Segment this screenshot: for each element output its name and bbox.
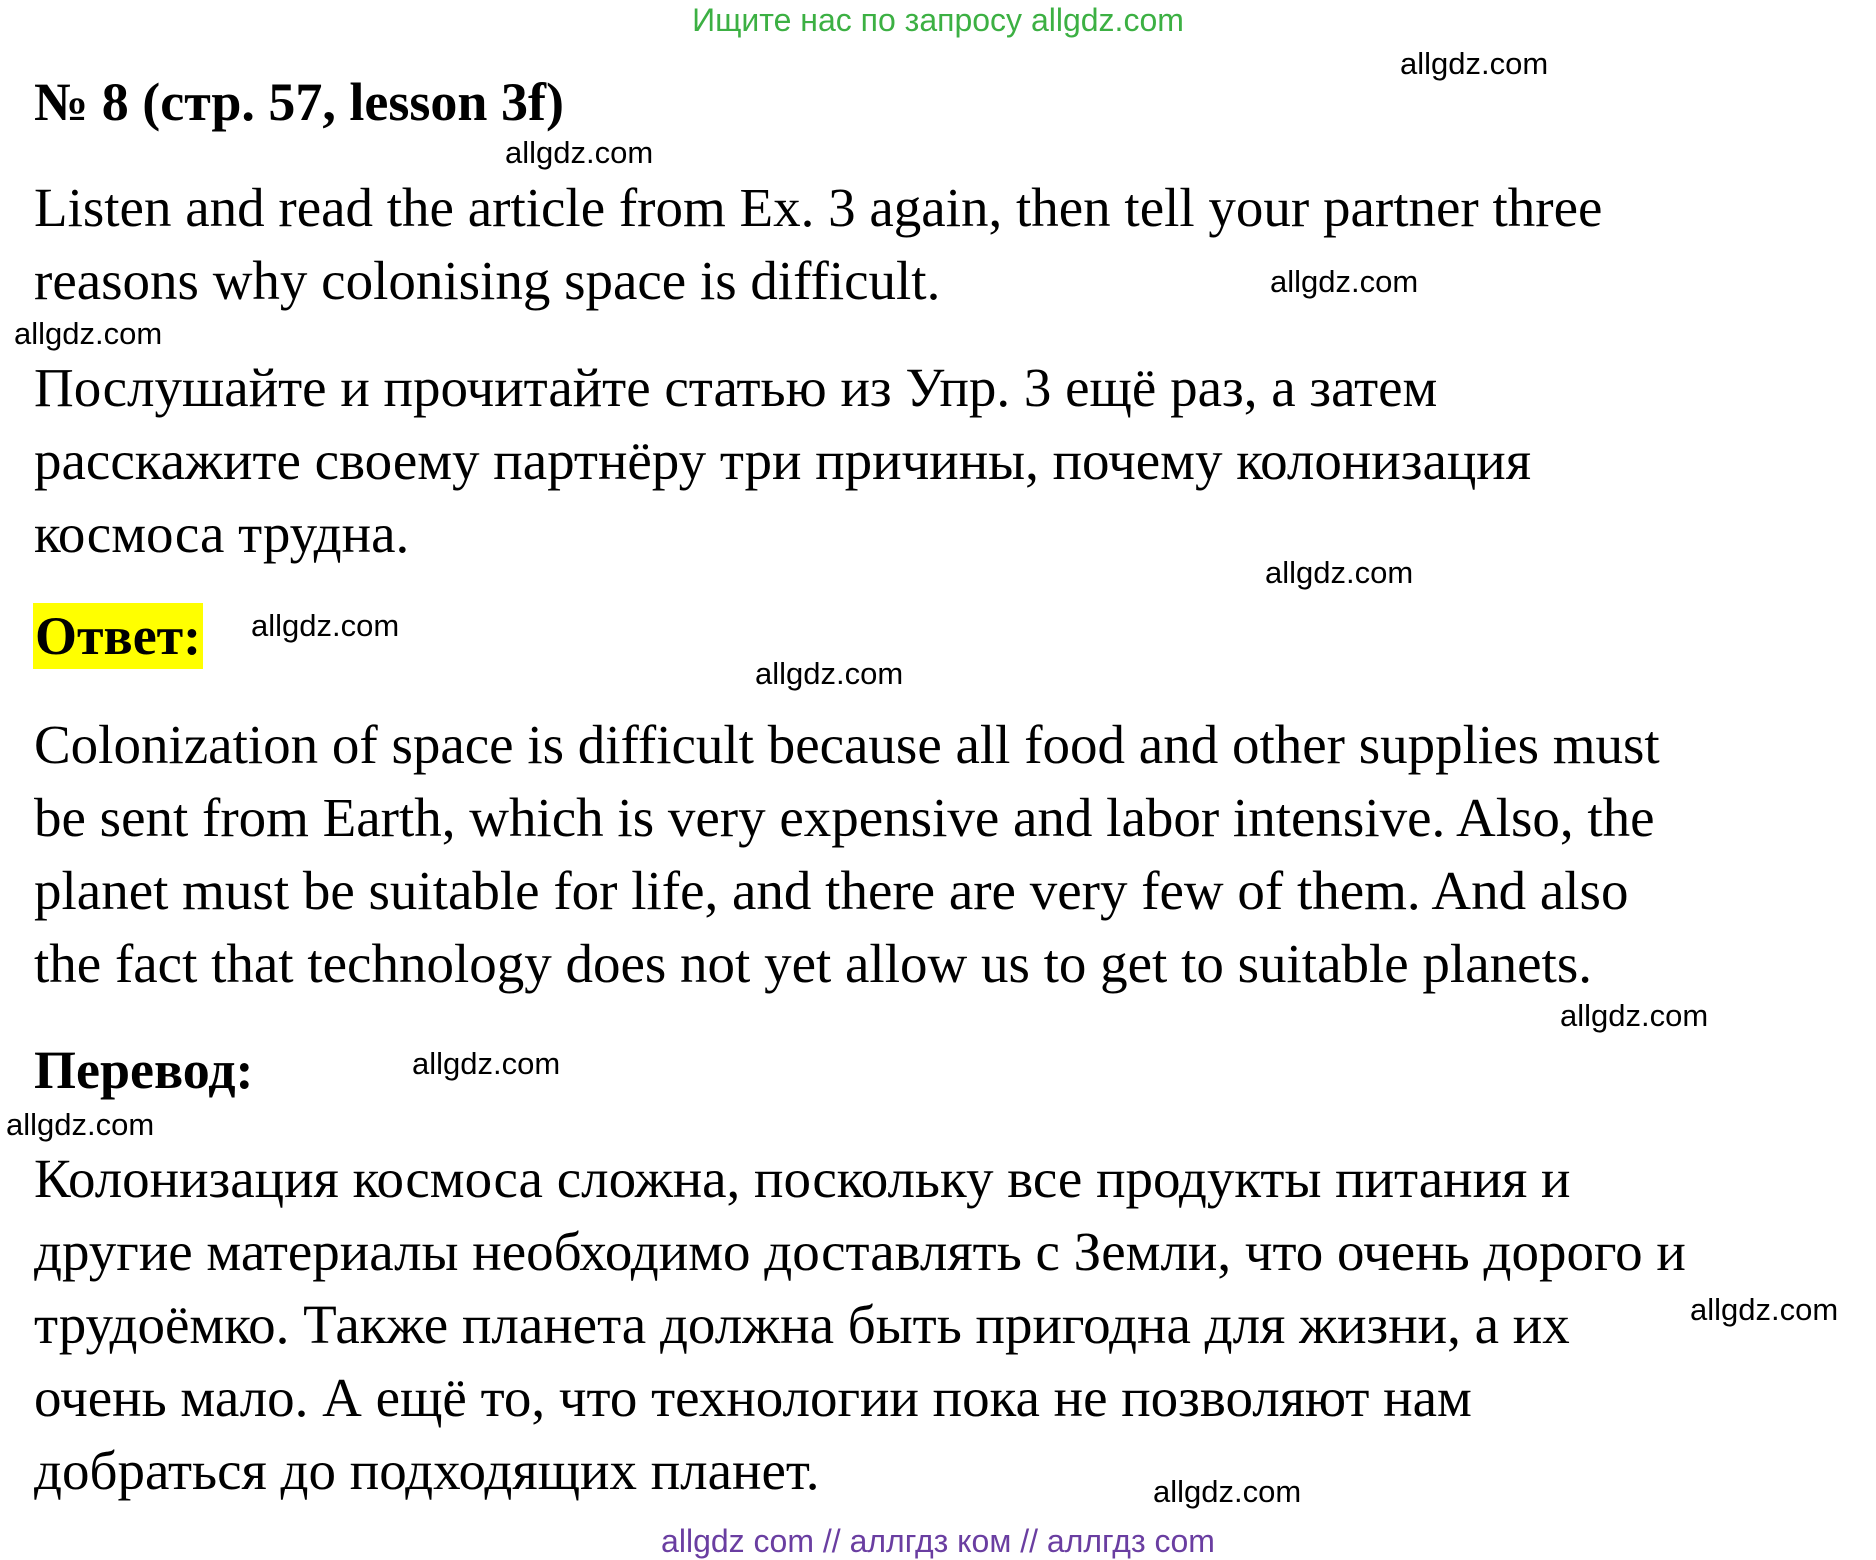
translation-label: Перевод: [34,1040,254,1100]
watermark: allgdz.com [6,1107,155,1142]
text-line: трудоёмко. Также планета должна быть пригодна для жизни, а их [34,1294,1570,1355]
watermark: allgdz.com [1400,46,1549,81]
watermark: allgdz.com [1270,264,1419,299]
search-banner: Ищите нас по запросу allgdz.com [692,2,1184,38]
watermark: allgdz.com [14,316,163,351]
watermark: allgdz.com [505,135,654,170]
exercise-title: № 8 (стр. 57, lesson 3f) [34,72,564,132]
watermark: allgdz.com [755,656,904,691]
text-line: космоса трудна. [34,503,410,564]
text-line: другие материалы необходимо доставлять с Земли, что очень дорого и [34,1221,1686,1282]
answer-english [34,708,1660,1000]
text-line: the fact that technology does not yet allow us to get to suitable planets. [34,933,1592,994]
answer-label: Ответ: [33,603,203,669]
task-english [34,171,1602,317]
text-line: Колонизация космоса сложна, поскольку все продукты питания и [34,1148,1571,1209]
watermark: allgdz.com [1265,555,1414,590]
text-line: Colonization of space is difficult because all food and other supplies must [34,714,1660,775]
text-line: добраться до подходящих планет. [34,1440,820,1501]
text-line: расскажите своему партнёру три причины, почему колонизация [34,430,1532,491]
text-line: очень мало. А ещё то, что технологии пока не позволяют нам [34,1367,1472,1428]
text-line: planet must be suitable for life, and there are very few of them. And also [34,860,1629,921]
text-line: Listen and read the article from Ex. 3 again, then tell your partner three [34,177,1603,238]
watermark: allgdz.com [1560,998,1709,1033]
text-line: reasons why colonising space is difficult. [34,250,941,311]
text-line: be sent from Earth, which is very expensive and labor intensive. Also, the [34,787,1655,848]
footer-watermark: allgdz com // аллгдз ком // аллгдз com [661,1523,1215,1559]
watermark: allgdz.com [251,608,400,643]
text-line: Послушайте и прочитайте статью из Упр. 3 ещё раз, а затем [34,357,1438,418]
watermark: allgdz.com [1690,1292,1839,1327]
watermark: allgdz.com [1153,1474,1302,1509]
watermark: allgdz.com [412,1046,561,1081]
task-russian [34,351,1531,570]
translation-russian [34,1142,1686,1507]
